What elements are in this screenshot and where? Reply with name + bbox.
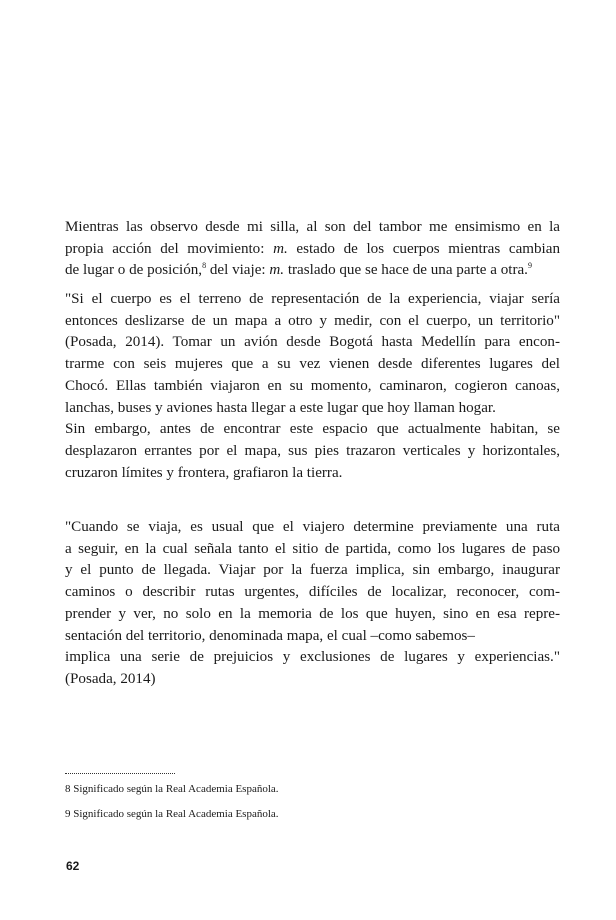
page-number: 62: [66, 859, 80, 873]
text-line: "Si el cuerpo es el terreno de representación de la experiencia, viajar sería: [65, 291, 560, 307]
text-line: prender y ver, no solo en la memoria de los que huyen, sino en esa repre-: [65, 605, 560, 622]
text-line: desplazaron errantes por el mapa, sus pies trazaron verticales y horizontales,: [65, 442, 560, 459]
text-line: y el punto de llegada. Viajar por la fuerza implica, sin embargo, inaugurar: [65, 562, 560, 579]
text-run: traslado que se hace de una parte a otra.: [284, 262, 528, 279]
text-line: entonces deslizarse de un mapa a otro y medir, con el cuerpo, un territorio": [65, 312, 560, 329]
footnote-9: 9 Significado según la Real Academia Española.: [65, 808, 279, 820]
text-line: [65, 239, 560, 261]
text-line: trarme con seis mujeres que a su vez vienen desde diferentes lugares del: [65, 356, 560, 373]
text-line: (Posada, 2014): [65, 670, 156, 687]
abbreviation-italic: m.: [273, 240, 288, 257]
text-line: cruzaron límites y frontera, grafiaron la tierra.: [65, 464, 343, 481]
text-run: propia acción del movimiento:: [65, 240, 274, 257]
footnote-8: 8 Significado según la Real Academia Española.: [65, 783, 279, 795]
text-line: sentación del territorio, denominada mapa, el cual –como sabemos–: [65, 627, 475, 644]
text-line: implica una serie de prejuicios y exclusiones de lugares y experiencias.": [65, 649, 560, 666]
text-line: lanchas, buses y aviones hasta llegar a este lugar que hoy llaman hogar.: [65, 399, 496, 416]
text-line: caminos o describir rutas urgentes, difíciles de localizar, reconocer, com-: [65, 584, 560, 601]
text-line: Chocó. Ellas también viajaron en su momento, caminaron, cogieron canoas,: [65, 377, 560, 394]
text-run: del viaje:: [206, 262, 270, 279]
block-quote: [65, 517, 560, 691]
text-line: Sin embargo, antes de encontrar este espacio que actualmente habitan, se: [65, 421, 560, 438]
text-run: estado de los cuerpos mientras cambian: [287, 240, 560, 257]
abbreviation-italic: m.: [269, 262, 285, 279]
body-paragraph-2: [65, 289, 560, 484]
footnote-divider: [65, 773, 175, 774]
text-line: [65, 260, 560, 282]
text-line: Mientras las observo desde mi silla, al son del tambor me ensimismo en la: [65, 219, 560, 235]
text-line: a seguir, en la cual señala tanto el sitio de partida, como los lugares de paso: [65, 540, 560, 557]
footnote-ref-9: 9: [527, 261, 532, 271]
text-line: (Posada, 2014). Tomar un avión desde Bogotá hasta Medellín para encon-: [65, 334, 560, 351]
body-paragraph-1: [65, 217, 560, 282]
text-line: "Cuando se viaja, es usual que el viajero determine previamente una ruta: [65, 519, 560, 535]
text-run: de lugar o de posición,: [65, 262, 203, 279]
footnote-ref-8: 8: [202, 261, 207, 271]
